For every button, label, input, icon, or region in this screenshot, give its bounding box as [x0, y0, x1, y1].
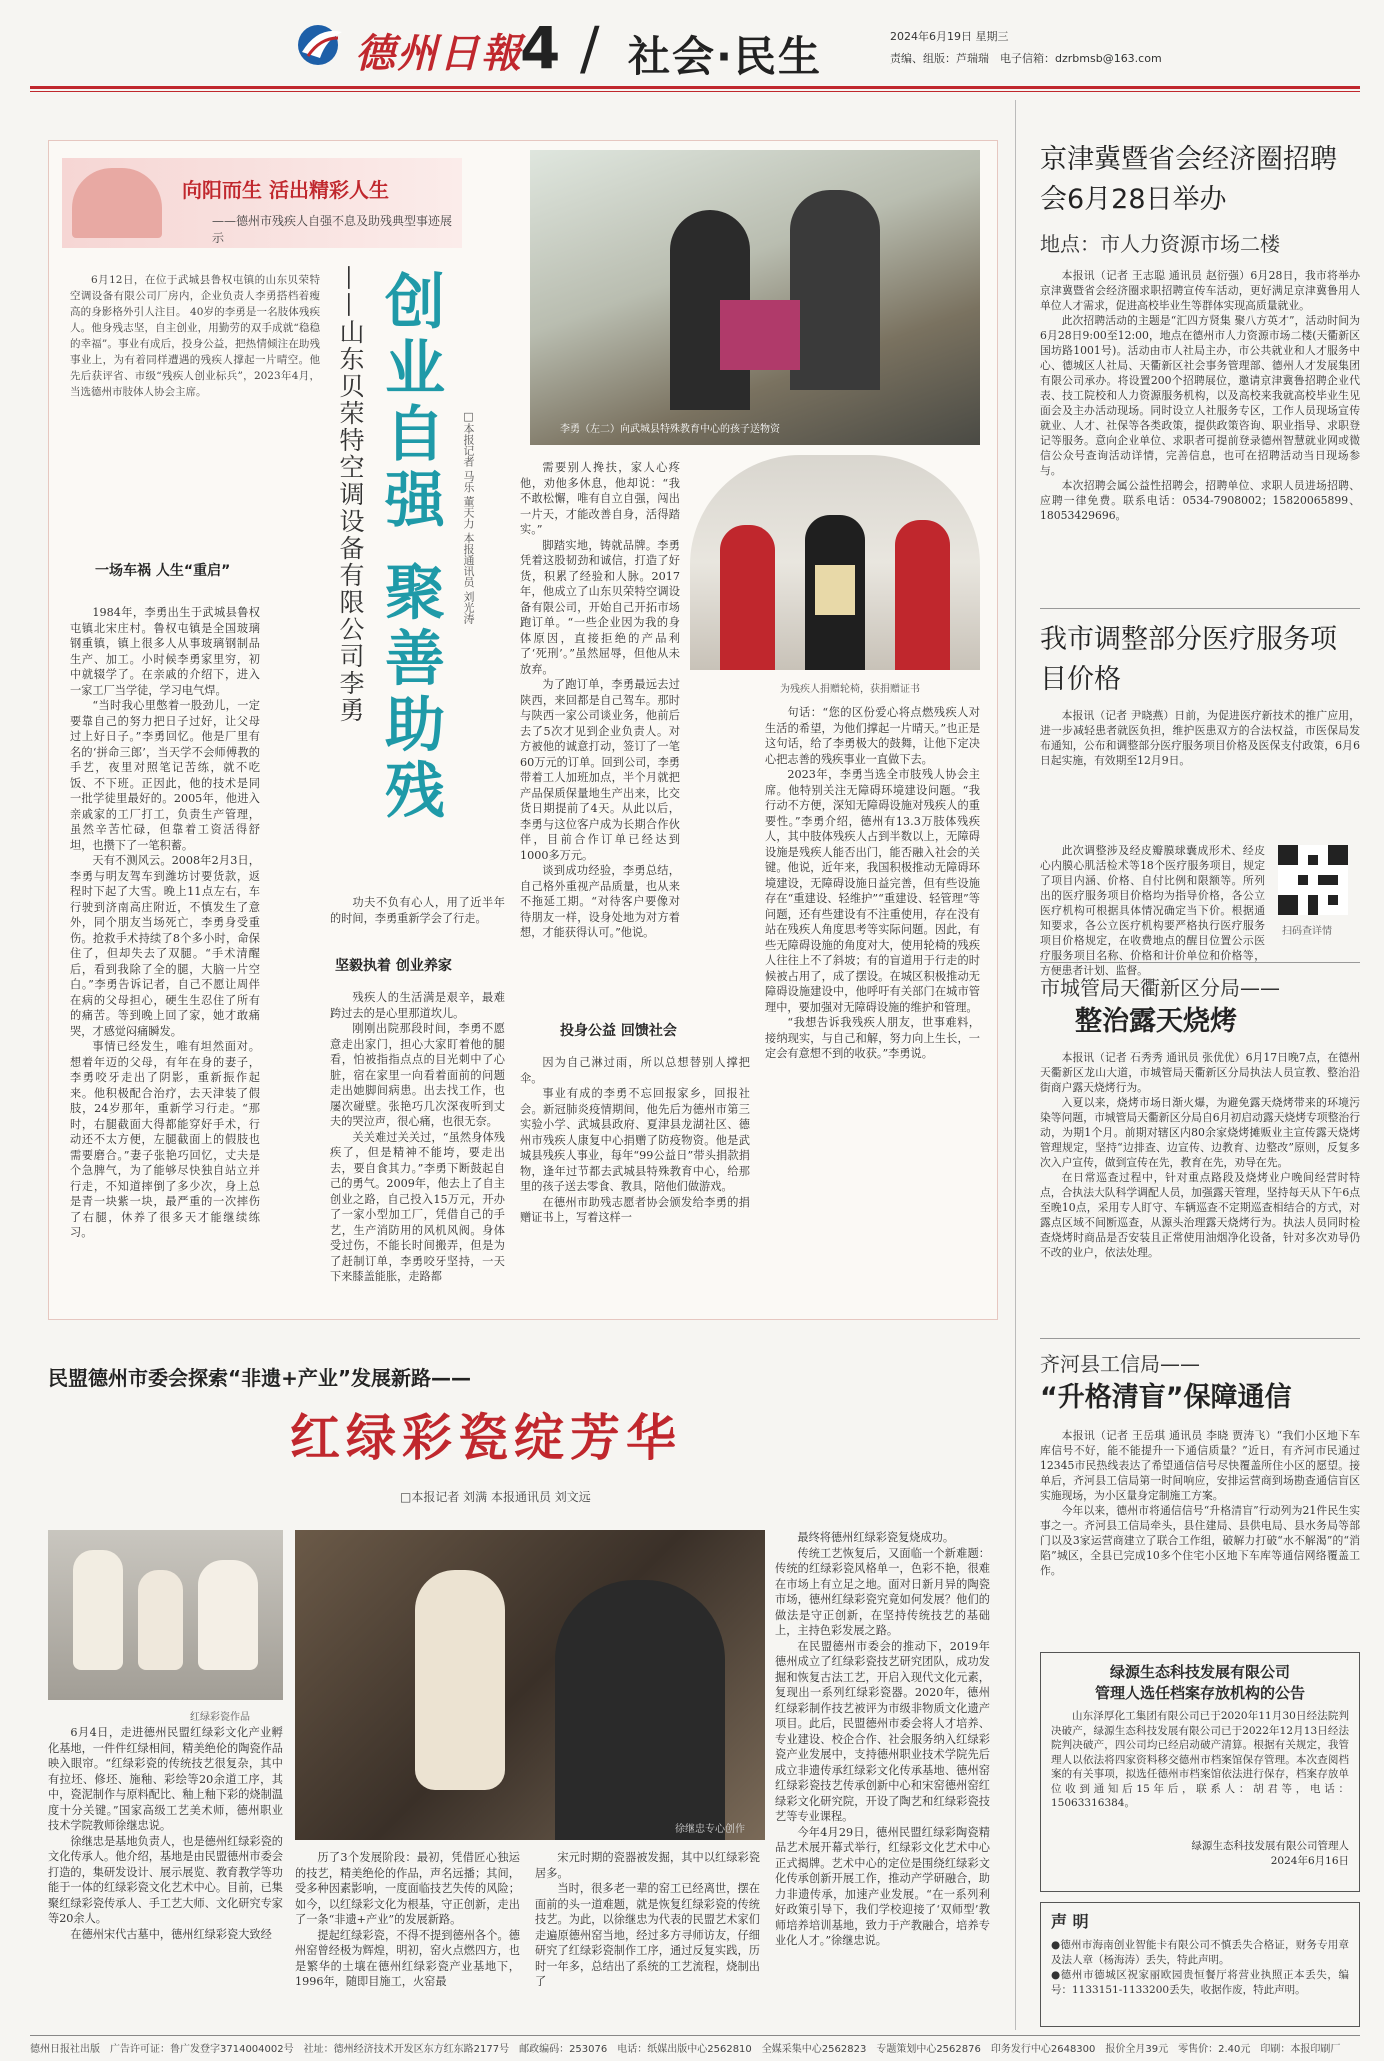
masthead-rule [30, 86, 1360, 89]
section-title: 社会·民生 [628, 32, 822, 81]
photo-person-shape [895, 520, 950, 670]
photo-vase-shape [138, 1570, 183, 1670]
issue-email: 电子信箱：dzrbmsb@163.com [1000, 52, 1162, 65]
feature-headline: 创业自强 聚善助残 [375, 270, 445, 825]
feature-byline: □本报记者 马乐 董天力 本报通讯员 刘光涛 [462, 410, 475, 624]
lower-photo-1-caption: 红绿彩瓷作品 [190, 1712, 250, 1723]
feature-column-4: 需要别人搀扶，家人心疼他，劝他多休息，他却说：“我不敢松懈，唯有自立自强，闯出一片天，才能改善自身，活得踏实。” 脚踏实地，铸就品牌。李勇凭着这股韧劲和诚信，打造了好货，积累了经验和人脉。2017年，他成立了山东贝荣特空调设备有限公司，开始自己开拓市场跑订单。“一些企业因为我的身体原因，直接拒绝的产品利了‘死刑’。”虽然屈辱，但他从未放弃。 为了跑订单，李勇最远去过陕西，来回都是自己驾车。那时与陕西一家公司谈业务，他前后去了5次才见到企业负责人。对方被他的诚意打动，签订了一笔60万元的订单。回到公司，李勇带着工人加班加点，半个月就把产品保质保量地生产出来，比交货日期提前了4天。从此以后，李勇与这位客户成为长期合作伙伴，目前合作订单已经达到1000多万元。 谈到成功经验，李勇总结，自己格外重视产品质量，也从来不拖延工期。“对待客户要像对待朋友一样，设身处地为对方着想，才能获得认可。”他说。 [520, 461, 680, 939]
photo-certificate [815, 565, 855, 615]
photo-vase-shape [73, 1550, 123, 1670]
photo-person-shape [720, 525, 775, 670]
public-notice [1040, 1652, 1360, 1892]
article-2-body-top: 本报讯（记者 尹晓燕）日前，为促进医疗新技术的推广应用，进一步减轻患者就医负担，维护医患双方的合法权益，市医保局发布通知，公布和调整部分医疗服务项目价格及医保支付政策，6月6日起实施，有效期至12月9日。 [1040, 709, 1360, 767]
feature-photo-2 [690, 455, 980, 670]
lower-kicker: 民盟德州市委会探索“非遗+产业”发展新路—— [48, 1366, 472, 1390]
feature-intro: 6月12日，在位于武城县鲁权屯镇的山东贝荣特空调设备有限公司厂房内，企业负责人李勇搭档着瘦高的身影格外引人注目。 40岁的李勇是一名肢体残疾人。他身残志坚，自主创业，用勤劳的双手成就“稳稳的幸福”。事业有成后，投身公益，把热情倾注在助残事业上，为有着同样遭遇的残疾人撑起一片晴空。他先后获评省、市级“残疾人创业标兵”，2023年4月，当选德州市肢体人协会主席。 [70, 274, 320, 398]
page-number: 4 [520, 14, 561, 82]
article-4-kicker: 齐河县工信局—— [1040, 1352, 1200, 1376]
newspaper-logo-icon [290, 22, 352, 68]
lower-column-2: 历了3个发展阶段：最初，凭借匠心独运的技艺，精美绝伦的作品，声名远播；其间，受多种因素影响，一度面临技艺失传的风险；如今，以红绿彩文化为根基，守正创新，走出了一条“非遗+产业”的发展新路。 提起红绿彩瓷，不得不提到德州各个。德州窑曾经极为辉煌，明初，窑火点燃四方，也是繁华的土壤在德州红绿彩瓷产业基地下，1996年，随即目施工，火窑最 [295, 1851, 520, 1988]
declaration-body: ●德州市海南创业智能卡有限公司不慎丢失合格证，财务专用章及法人章（杨海涛）丢失，特此声明。 ●德州市德城区祝家丽欧园贵恒餐厅将营业执照正本丢失，编号：1133151-1133200丢失，收据作废，特此声明。 [1051, 1939, 1349, 1996]
issue-meta [890, 26, 1162, 70]
feature-column-3: 残疾人的生活满是艰辛，最难跨过去的是心里那道坎儿。 刚刚出院那段时间，李勇不愿意走出家门，担心大家盯着他的腿看，怕被指指点点的目光刺中了心脏，宿在家里一向看着面前的问题走出她脚间病患。出去找工作，也屡次碰壁。张艳巧几次深夜听到丈夫的哭泣声，很心痛，也很无奈。 关关难过关关过，“虽然身体残疾了，但是精神不能垮，要走出去，要自食其力。”李勇下断鼓起自己的勇气。2009年，他去上了自主创业之路，自己投入15万元，开办了一家小型加工厂，凭借自己的手艺，生产消防用的风机风阀。身体受过伤，不能长时间搬弄，但是为了赶制订单，李勇咬牙坚持，一天下来膝盖能胀，走路都 [330, 991, 505, 1283]
lower-byline: □本报记者 刘满 本报通讯员 刘文远 [400, 1490, 591, 1504]
masthead [0, 0, 1384, 88]
feature-photo-1 [530, 150, 980, 445]
article-separator [1040, 962, 1360, 963]
masthead-rule-thin [30, 91, 1360, 92]
banner-illustration [72, 168, 162, 238]
column-divider [1015, 100, 1016, 2030]
banner-title: 向阳而生 活出精彩人生 [182, 178, 389, 202]
issue-date: 2024年6月19日 星期三 [890, 30, 1009, 43]
notice-date: 2024年6月16日 [1270, 1855, 1349, 1867]
feature-column-6: 句话：“您的区份爱心将点燃残疾人对生活的希望，为他们撑起一片晴天。”也正是这句话，给了李勇极大的鼓舞，让他下定决心把志善的残疾事业一直做下去。 2023年，李勇当选全市肢残人协会主席。他特别关注无障碍环境建设问题。“我行动不方便，深知无障碍设施对残疾人的重要性。”李勇介绍，德州有13.3万肢体残疾人，其中肢体残疾人占到半数以上，无障碍设施是残疾人能否出门，能否融入社会的关键。他说，近年来，我国积极推动无障碍环境建设，无障碍设施日益完善，但有些设施存在“重建设、轻维护”“重建设、轻管理”等问题，还有些建设有不注重使用，存在没有站在残疾人角度思考等实际问题。因此，有些无障碍设施的角度对大，使用轮椅的残疾人往往上不了斜坡；有的盲道用于行走的时候被占用了，成了摆设。在城区积极推动无障碍设施建设中，他呼吁有关部门在城市管理中，要加强对无障碍设施的维护和管理。 “我想告诉我残疾人朋友，世事难料，接纳现实，与自己和解，努力向上生长，一定会有意想不到的收获。”李勇说。 [765, 706, 980, 1060]
photo-person-shape [555, 1580, 725, 1840]
section-heading-1: 一场车祸 人生“重启” [95, 563, 231, 579]
section-heading-2: 坚毅执着 创业养家 [335, 958, 452, 974]
banner-subtitle: ——德州市残疾人自强不息及助残典型事迹展示 [212, 214, 453, 245]
article-separator [1040, 1338, 1360, 1339]
photo-1-caption: 李勇（左二）向武城县特殊教育中心的孩子送物资 [560, 424, 780, 435]
lower-photo-2-caption: 徐继忠专心创作 [675, 1824, 745, 1835]
declaration-box [1040, 1902, 1360, 2027]
qr-caption: 扫码查详情 [1282, 926, 1332, 937]
photo-vase-shape [415, 1570, 505, 1790]
article-3-body: 本报讯（记者 石秀秀 通讯员 张优优）6月17日晚7点，在德州天衢新区龙山大道，市城管局天衢新区分局执法人员宣教、整治沿街商户露天烧烤行为。 入夏以来，烧烤市场日渐火爆，为避免露天烧烤带来的环境污染等问题，市城管局天衢新区分局自6月初启动露天烧烤专项整治行动，为期1个月。前期对辖区内80余家烧烤摊贩业主宣传露天烧烤管理规定，坚持“边排查、边宣传、边教育、边整改”原则，反复多次入户宣传，做到宣传在先，教育在先，劝导在先。 在日常巡查过程中，针对重点路段及烧烤业户晚间经营时特点，合执法大队科学调配人员，加强露天管理，坚持每天从下午6点至晚10点，采用专人盯守、车辆巡查不定期巡查相结合的方式，对露点区域不间断巡查，从源头治理露天烧烤行为。执法人员同时检查烧烤时商品是否安装且正常使用油烟净化设备，针对多次劝导仍不改的业户，依法处理。 [1040, 1051, 1360, 1259]
issue-editors: 责编、组版：芦瑞瑞 [890, 52, 989, 65]
photo-gift-box [720, 300, 800, 370]
section-heading-3: 投身公益 回馈社会 [560, 1023, 677, 1039]
article-1-body: 本报讯（记者 王志聪 通讯员 赵衍强）6月28日，我市将举办京津冀暨省会经济圈求职招聘宣传车活动，更好满足京津冀鲁用人单位人才需求，促进高校毕业生等群体实现高质量就业。 此次招聘活动的主题是“汇四方贤集 聚八方英才”，活动时间为6月28日9:00至12:00，地点在德州市人力资源市场二楼(天衢新区国坊路1001号)。活动由市人社局主办，市公共就业和人才服务中心、德城区人社局、天衢新区社会事务管理部、德州人才发展集团有限公司承办。将设置200个招聘展位，邀请京津冀鲁招聘企业代表、技工院校和人力资源服务机构，以及高校来我就高校毕业生见面会及主办活动现场。同时设立人社服务专区，工作人员现场宣传就业、人才、社保等各类政策，提供政策咨询、职业指导、求职登记等服务。意向企业单位、求职者可提前登录德州智慧就业网或微信公众号查询活动详情，完善信息，也可在招聘活动当日现场参与。 本次招聘会属公益性招聘会，招聘单位、求职人员进场招聘、应聘一律免费。联系电话：0534-7908002；15820065899、18053429696。 [1040, 269, 1360, 522]
article-1-title: 京津冀暨省会经济圈招聘会6月28日举办 [1040, 144, 1337, 215]
feature-subheadline: ——山东贝荣特空调设备有限公司李勇 [336, 265, 365, 724]
feature-banner [62, 158, 462, 248]
article-4-body: 本报讯（记者 王岳琪 通讯员 李晓 贾涛飞）“我们小区地下车库信号不好，能不能提升一下通信质量？”近日，有齐河市民通过12345市民热线表达了希望通信信号尽快覆盖所住小区的愿望。接单后，齐河县工信局第一时间响应，安排运营商到场勘查通信盲区实施现场，为小区量身定制施工方案。 今年以来，德州市将通信信号“升格清盲”行动列为21件民生实事之一。齐河县工信局牵头，县住建局、县供电局、县水务局等部门以及3家运营商建立了联合工作组，破解力打破“水不解渴”的“消陷”城区，全县已完成10多个住宅小区地下车库等通信网络覆盖工作。 [1040, 1429, 1360, 1577]
lower-photo-2 [295, 1530, 765, 1840]
newspaper-name: 德州日報 [355, 30, 523, 77]
notice-title-2: 管理人选任档案存放机构的公告 [1094, 1684, 1305, 1702]
notice-title: 绿源生态科技发展有限公司 [1109, 1663, 1290, 1681]
page-slash: / [580, 14, 600, 82]
notice-body: 山东泽厚化工集团有限公司已于2020年11月30日经法院判决破产，绿源生态科技发展有限公司已于2022年12月13日经法院判决破产，四公司均已经启动破产清算。根据有关规定，我管理人以依法将四家资料移交德州市档案馆保存管理。本次查阅档案的有关事项，拟选任德州市档案馆依法进行保存，档案存放单位收到通知后15年后，联系人：胡君等，电话：15063316384。 [1051, 1710, 1349, 1809]
article-separator [1040, 608, 1360, 609]
qr-code-icon[interactable] [1278, 845, 1348, 915]
article-3-title: 整治露天烧烤 [1075, 1006, 1237, 1037]
lower-column-4: 最终将德州红绿彩瓷复烧成功。 传统工艺恢复后，又面临一个新难题：传统的红绿彩瓷风格单一，色彩不艳，很难在市场上有立足之地。面对日新月异的陶瓷市场，德州红绿彩瓷究竟如何发展？他们的做法是守正创新，在坚持传统技艺的基础上，主持色彩发展之路。 在民盟德州市委会的推动下，2019年德州成立了红绿彩瓷技艺研究团队，成功发掘和恢复古法工艺，开启入现代文化元素，复现出一系列红绿彩瓷器。2020年，德州红绿彩制作技艺被评为市级非物质文化遗产项目。此后，民盟德州市委会将人才培养、专业建设、校企合作、社会服务纳入红绿彩瓷产业发展中，支持德州职业技术学院先后成立非遗传承红绿彩文化传承基地、德州窑红绿彩瓷技艺传承创新中心和宋窑德州窑红绿彩文化研究院，开设了陶艺和红绿彩瓷技艺等专业课程。 今年4月29日，德州民盟红绿彩陶瓷精品艺术展开幕式举行，红绿彩文化艺术中心正式揭牌。艺术中心的定位是围绕红绿彩文化传承创新开展工作，推动产学研融合，助力非遗传承，加速产业发展。“在一系列利好政策引导下，我们学校迎接了‘双师型’教师培养培训基地，致力于产教融合，培养专业化人才。”徐继忠说。 [775, 1531, 990, 1947]
declaration-title: 声 明 [1051, 1912, 1089, 1931]
lower-column-1: 6月4日，走进德州民盟红绿彩文化产业孵化基地，一件件红绿相间，精美绝伦的陶瓷作品映入眼帘。“红绿彩瓷的传统技艺很复杂，其中有拉坯、修坯、施釉、彩绘等20余道工序，其中，瓷泥制作与原料配比、釉上釉下彩的烧制温度十分关键。”国家高级工艺美术师，德州职业技术学院教师徐继忠说。 徐继忠是基地负责人，也是德州红绿彩瓷的文化传承人。他介绍，基地是由民盟德州市委会打造的，集研发设计、展示展览、教育教学等功能于一体的红绿彩瓷文化艺术中心。目前，已集聚红绿彩瓷传承人、手工艺大师、文化研究专家等20余人。 在德州宋代古墓中，德州红绿彩瓷大致经 [48, 1726, 283, 1941]
article-3-kicker: 市城管局天衢新区分局—— [1040, 976, 1280, 1000]
article-2-body-bottom: 此次调整涉及经皮瓣膜球囊成形术、经皮心内膜心肌活检术等18个医疗服务项目，规定了项目内涵、价格、自付比例和限额等。所列出的医疗服务项目价格均为指导价格，各公立医疗机构可根据具体情况确定当下价。根据通知要求，各公立医疗机构要严格执行医疗服务项目价格规定，在收费地点的醒目位置公示医疗服务项目名称、价格和计价单位和价格等，方便患者计划、监督。 [1040, 844, 1265, 977]
photo-vase-shape [198, 1560, 258, 1670]
lower-photo-1 [48, 1530, 283, 1700]
article-4-title: “升格清盲”保障通信 [1040, 1382, 1292, 1413]
lower-column-3: 宋元时期的瓷器被发掘，其中以红绿彩瓷居多。 当时，很多老一辈的窑工已经离世，摆在面前的头一道难题，就是恢复红绿彩瓷的传统技艺。为此，以徐继忠为代表的民盟艺术家们走遍原德州窑当地，经过多方寻师访友，仔细研究了红绿彩瓷制作工序，通过反复实践，历时一年多，总结出了系统的工艺流程，烧制出了 [535, 1851, 760, 1988]
page-footer: 德州日报社出版 广告许可证：鲁广发登字3714004002号 社址：德州经济技术开发区东方红东路2177号 邮政编码：253076 电话：纸媒出版中心2562810 全媒采集中心2562823 专题策划中心2562876 印务发行中心2648300 报价全月39元 零售价：2.40元 印刷：本报印刷厂 [30, 2035, 1360, 2057]
photo-person-shape [790, 190, 880, 390]
notice-signature: 绿源生态科技发展有限公司管理人 [1191, 1840, 1349, 1852]
feature-column-1: 1984年，李勇出生于武城县鲁权屯镇北宋庄村。鲁权屯镇是全国玻璃钢重镇，镇上很多人从事玻璃钢制品生产、加工。小时候李勇家里穷，初中就辍学了。在亲戚的介绍下，进入一家工厂当学徒，学习电气焊。 “当时我心里憋着一股劲儿，一定要靠自己的努力把日子过好，让父母过上好日子。”李勇回忆。他是厂里有名的‘拼命三郎’，当天学不会师傅教的手艺，夜里对照笔记苦练，就不吃饭、不下班。正因此，他的技术是同一批学徒里最好的。2005年，他进入亲戚家的工厂打工，负责生产管理，虽然辛苦忙碌，但靠着工资活得舒坦，也攒下了一笔积蓄。 天有不测风云。2008年2月3日，李勇与明友驾车到潍坊讨要货款，返程时下起了大雪。晚上11点左右，车行驶到济南高庄附近，不慎发生了意外，同个朋友当场死亡，李勇身受重伤。抢救手术持续了8个多小时，命保住了，但却失去了双腿。“手术清醒后，看到我除了全的腿，大脑一片空白。”李勇告诉记者，自己不愿让周伴在病的父母担心，硬生生忍住了所有的痛苦。等到晚上回了家，她才敢痛哭，才感觉闷痛瞬发。 事情已经发生，唯有坦然面对。想着年迈的父母，有年在身的妻子，李勇咬牙走出了阴影，重新振作起来。他积极配合治疗，去天津装了假肢，24岁那年，重新学习行走。“那时，右腿截面大得都能穿好手术，行动还不太方便，左腿截面上的假肢也需要磨合。”妻子张艳巧回忆，丈夫是个急脾气，为了能够尽快独自站立并行走，不知道摔倒了多少次，身上总是青一块紫一块，最严重的一次摔伤了右腿，休养了很多天才能继续练习。 [70, 606, 260, 1239]
lower-title: 红绿彩瓷绽芳华 [290, 1409, 682, 1467]
feature-column-2: 功夫不负有心人，用了近半年的时间，李勇重新学会了行走。 [330, 896, 505, 925]
article-1-subtitle: 地点：市人力资源市场二楼 [1040, 232, 1280, 256]
photo-2-caption: 为残疾人捐赠轮椅，获捐赠证书 [780, 684, 920, 695]
feature-column-5: 因为自己淋过雨，所以总想替别人撑把伞。 事业有成的李勇不忘回报家乡，回报社会。新冠肺炎疫情期间，他先后为德州市第三实验小学、武城县政府、夏津县龙湖社区、德州市残疾人康复中心捐赠了防疫物资。他是武城县残疾人事业，每年“99公益日”带头捐款捐物，逢年过节都去武城县特殊教育中心，给那里的孩子送去零食、教具，陪他们做游戏。 在德州市助残志愿者协会颁发给李勇的捐赠证书上，写着这样一 [520, 1056, 750, 1224]
article-2-title: 我市调整部分医疗服务项目价格 [1040, 624, 1337, 695]
